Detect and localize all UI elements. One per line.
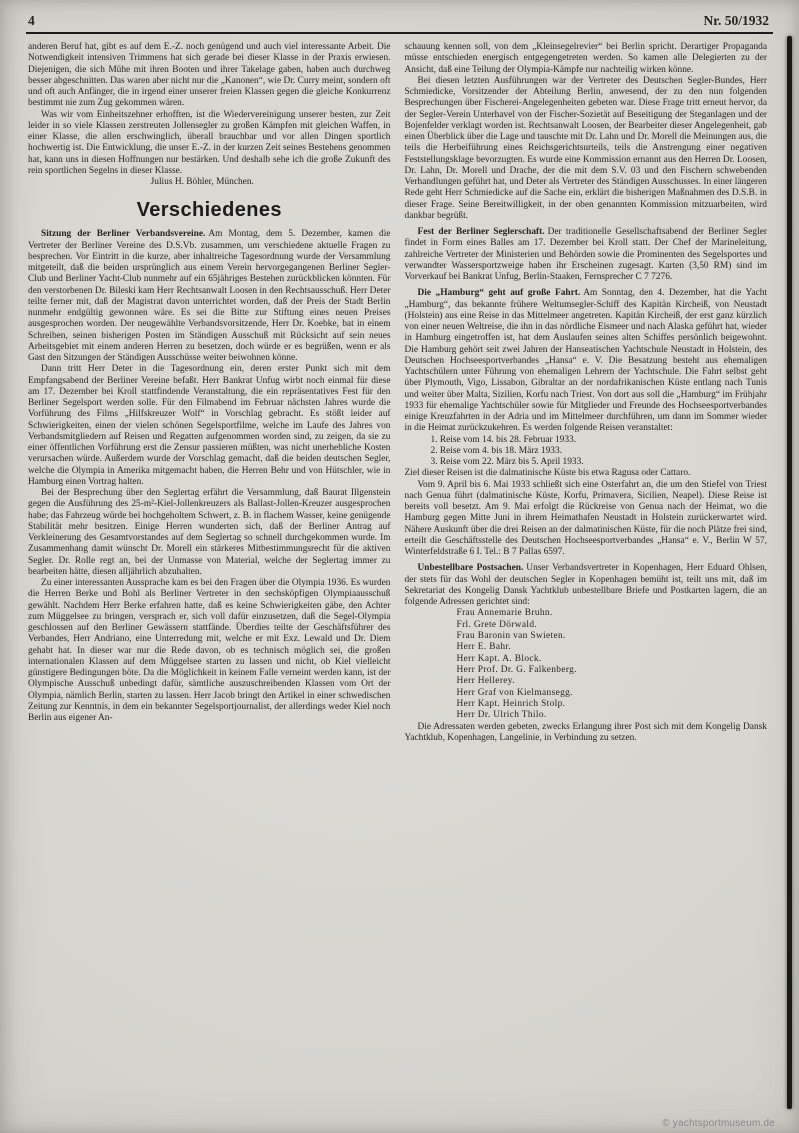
address-list-item: Frau Baronin van Swieten.	[456, 630, 566, 641]
section-heading-verschiedenes: Verschiedenes	[136, 199, 282, 222]
address-list-item: Herr Dr. Ulrich Thilo.	[456, 710, 547, 721]
text-columns	[0, 34, 799, 744]
paragraph: Die Adressaten werden gebeten, zwecks Erlangung ihrer Post sich mit dem Kongelig Dansk Yachtklub, Kopenhagen, Langelinie, in Verbindung zu setzen.	[404, 721, 767, 743]
paragraph: Bei der Besprechung über den Seglertag erfährt die Versammlung, daß Baurat Illgenstein gegen die Ausführung des 25-m²-Kiel-Jollenkreuzers als Ballast-Jollen-Kreuzer ausgesprochen habe; das Fahrzeug würde bei hochgeholtem Schwert, z. B. in flachem Wasser, keine genügende Stabilität mehr besitzen. Einige Herren wunderten sich, daß der Berliner Antrag auf Verkleinerung des Gesamtvorstandes auf dem Seglertag so schnell durchgekommen wurde. Im Zusammenhang damit wünscht Dr. Morell ein stärkeres Mitbestimmungsrecht für die aktiven Segler. Dr. Rolle regt an, bei der Unmasse von Material, welche der Seglertag immer zu bearbeiten hätte, diesen alljährlich abzuhalten.	[28, 488, 391, 577]
issue-number: Nr. 50/1932	[703, 13, 769, 28]
watermark: © yachtsportmuseum.de	[662, 1118, 775, 1129]
section-text: Unser Verbandsvertreter in Kopenhagen, Herr Eduard Ohlsen, der stets für das Wohl der deutschen Segler in Kopenhagen bemüht ist, teilt uns mit, daß im Sekretariat des Kongelig Dansk Yachtklub unbestellbare Briefe und Postkarten lagern, die an folgende Adressen gerichtet sind:	[404, 563, 768, 607]
trip-list-item: 2. Reise vom 4. bis 18. März 1933.	[430, 445, 562, 456]
author-signature: Julius H. Böhler, München.	[150, 177, 254, 187]
trip-list-item: 3. Reise vom 22. März bis 5. April 1933.	[430, 457, 584, 467]
page-number: 4	[28, 13, 35, 28]
address-list-item: Herr Prof. Dr. G. Falkenberg.	[456, 664, 577, 675]
page-header	[0, 0, 799, 29]
right-column	[405, 42, 768, 744]
paragraph: Zu einer interessanten Aussprache kam es bei den Fragen über die Olympia 1936. Es wurden die Herren Berke und Bohl als Berliner Vertreter in den sechsköpfigen Olympiaausschuß gewählt. Nachdem Herr Berke erfahren hatte, daß es keine Schwierigkeiten gäbe, den Achter zum Müggelsee zu bringen, versprach er, sich voll dafür einzusetzen, daß die Segel-Olympia geschlossen auf den Berliner Gewässern stattfände. Überdies teilte der Geschäftsführer des Verbandes, Herr Andriano, eine Unterredung mit, welche er mit Exz. Lewald und Dr. Diem gehabt hat. In dieser war nur die Rede davon, ob es technisch möglich sei, die großen internationalen Klassen auf dem Müggelsee starten zu lassen und nicht, ob Kiel vielleicht günstigere Bedingungen böte. Da die Möglichkeit in keinem Falle verneint werden kann, ist der Olympische Ausschuß unbedingt dafür, sämtliche auszuschreibenden Klassen vom Ort der Olympia, nämlich Berlin, starten zu lassen. Herr Jacob bringt den Artikel in einer schwedischen Zeitung zur Kenntnis, in dem ein bekannter Segelsportjournalist, der allerdings weder Kiel noch Berlin aus eigener An-	[28, 578, 391, 723]
section-text: Am Montag, dem 5. Dezember, kamen die Vertreter der Berliner Vereine des D.S.Vb. zusammen, um verschiedene aktuelle Fragen zu besprechen. Vor Eintritt in die kurze, aber inhaltreiche Tagesordnung wurde der Versammlung mitgeteilt, daß die beiden ursprünglich aus einem Verein hervorgegangenen Berliner Segler-Club und Berliner Yacht-Club nunmehr auf ein 65jähriges Bestehen zurückblicken könnten. Für den verstorbenen Dr. Bileski kam Herr Rechtsanwalt Loosen in den Rechtsausschuß. Herr Deter teilte ferner mit, daß der Magistrat davon unterrichtet worden, daß der Preis der Stadt Berlin nunmehr endgültig gewonnen wäre. Es sei die Bitte zur Stiftung eines neuen Preises ausgesprochen worden. Der neugewählte Verbandsvorsitzende, Herr Dr. Koebke, bat in einem Schreiben, seinen bisherigen Posten im Ständigen Ausschuß mit Rücksicht auf sein neues Arbeitsgebiet mit einem anderen Herren zu besetzen, doch würde er es begrüßen, wenn er als Gast den Sitzungen der Ständigen Ausschüsse weiter beiwohnen könne.	[28, 229, 391, 363]
section-lead: Unbestellbare Postsachen.	[417, 563, 524, 574]
paragraph: Was wir vom Einheitszehner erhofften, ist die Wiedervereinigung unserer besten, zur Zeit leider in so viele Klassen zerstreuten Jollensegler zu großen Kämpfen mit gleichen Waffen, in einer Klasse, die allen erschwinglich, überall brauchbar und vor allen Dingen sportlich hochwertig ist. Die Entwicklung, die unser E.-Z. in der kurzen Zeit seines Bestehens genommen hat, kann uns in diesen Hoffnungen nur bestärken. Und deshalb sehe ich die große Zukunft des rein sportlichen Segelns in dieser Klasse.	[28, 109, 391, 176]
address-list-item: Herr Graf von Kielmansegg.	[456, 687, 573, 698]
section-text: Am Sonntag, den 4. Dezember, hat die Yacht „Hamburg“, das bekannte frühere Weltumsegler-Schiff des Kapitän Kircheiß, von Neustadt (Holstein) aus eine Reise in das Mittelmeer angetreten. Kapitän Kircheiß, der erst ganz kürzlich von einer neuen Weltreise, die ihn in das nördliche Eismeer und nach Alaska geführt hat, wieder in Hamburg eingetroffen ist, hat dem Auslaufen seines alten Schiffes persönlich beigewohnt. Die Hamburg gehört seit zwei Jahren der Hanseatischen Yachtschule Neustadt in Holstein, des Deutschen Hochseesportverbandes „Hansa“ e. V. Die Besatzung besteht aus ehemaligen Yachtschülern unter Führung von ehemaligen Lehrern der Yachtschule. Die Fahrt selbst geht über Plymouth, Vigo, Lissabon, Gibraltar an der nordafrikanischen Küste entlang nach Tunis und weiter über Malta, Sizilien, Korfu nach Triest. Von dort aus soll die „Hamburg“ im Frühjahr 1933 für ehemalige Yachtschüler sowie für Mitglieder und Freunde des Hochseesportverbandes einige Kreuzfahrten in der Adria und im Mittelmeer durchführen, um dann im Sommer wieder in die Heimat zurückzukehren. Es werden folgende Reisen veranstaltet:	[404, 288, 767, 434]
section-text: Der traditionelle Gesellschaftsabend der Berliner Segler findet in Form eines Balles am 17. Dezember bei Kroll statt. Der Chef der Marineleitung, zahlreiche Vertreter der Ministerien und Behörden sowie die Prominenten des Segelsportes und verwandter Wassersportzweige haben ihr Erscheinen zugesagt. Karten (3,50 RM) sind im Vorverkauf bei Bankrat Unfug, Berlin-Staaken, Fernsprecher C 7 7276.	[404, 227, 767, 282]
section-postsachen	[405, 563, 768, 608]
paragraph: Bei diesen letzten Ausführungen war der Vertreter des Deutschen Segler-Bundes, Herr Schmiedicke, Vorsitzender der Abteilung Berlin, anwesend, der zu den nun folgenden Besprechungen über Fischerei-Angelegenheiten gebeten war. Diese Frage tritt erneut hervor, da der Segler-Verein Unterhavel von der Fischer-Sozietät auf Beseitigung der Steganlagen und der Bojenfelder verklagt worden ist. Rechtsanwalt Loosen, der Bearbeiter dieser Angelegenheit, gab einen Überblick über die Lage und tauschte mit Dr. Lahn und Dr. Morell die Meinungen aus, die teils die Herbeiführung eines Reichsgerichtsurteils, teils die Anstrengung einer negativen Feststellungsklage bevorzugten. Es wurde eine Kommission ernannt aus den Herren Dr. Loosen, Dr. Lahn, Dr. Morell und Drache, der die mit dem S.V. 03 und den Fischern schwebenden Verhandlungen geführt hat, und Deter als Vertreter des Ständigen Ausschusses. In einer längeren Rede geht Herr Schmiedicke auf die Sache ein, erklärt die bisherigen Maßnahmen des D.S.B. in dieser Frage. Seine Bereitwilligkeit, in der oben genannten Kommission mitzuarbeiten, wird dankbar begrüßt.	[404, 75, 767, 221]
paragraph-continuation: schauung kennen soll, von dem „Kleinsegelrevier“ bei Berlin spricht. Derartiger Propaganda müsse entschieden energisch entgegengetreten werden. So kamen alle Delegierten zu der Ansicht, daß eine Teilung der Olympia-Kämpfe nur nachteilig wirken könne.	[404, 42, 767, 75]
address-list-item: Herr Kapt. Heinrich Stolp.	[456, 699, 566, 709]
paragraph: Ziel dieser Reisen ist die dalmatinische Küste bis etwa Ragusa oder Cattaro.	[404, 468, 691, 479]
section-sitzung	[28, 229, 391, 364]
section-lead: Sitzung der Berliner Verbandsvereine.	[41, 229, 206, 240]
section-hamburg	[405, 288, 768, 434]
section-lead: Fest der Berliner Seglerschaft.	[417, 227, 545, 237]
paragraph: Vom 9. April bis 6. Mai 1933 schließt sich eine Osterfahrt an, die um den Stiefel von Triest nach Genua führt (dalmatinische Küste, Korfu, Primavera, Sicilien, Neapel). Diese Reise ist bereits voll besetzt. Am 9. Mai erfolgt die Rückreise von Genua nach der Heimat, wo die Hamburg gegen Mitte Juni in ihrem Heimathafen Neustadt in Holstein zurückerwartet wird. Nähere Auskunft über die drei Reisen an der dalmatinischen Küste, für die noch Plätze frei sind, erteilt die Geschäftsstelle des Deutschen Hochseesportverbandes „Hansa“ e. V., Berlin W 57, Winterfeldstraße 6 I. Tel.: B 7 Pallas 6597.	[404, 479, 767, 557]
section-fest	[405, 227, 768, 283]
paragraph: Dann tritt Herr Deter in die Tagesordnung ein, deren erster Punkt sich mit dem Empfangsabend der Berliner Vereine befaßt. Herr Bankrat Unfug wirbt noch einmal für diese am 17. Dezember bei Kroll stattfindende Veranstaltung, die ein repräsentatives Fest für den Berliner Segelsport werden solle. Für den Filmabend im Februar nächsten Jahres wurde die Vorführung des Films „Hilfskreuzer Wolf“ in Vorschlag gebracht. Es stößt leider auf Schwierigkeiten, einen der vielen schönen Segelsportfilme, welche im Laufe des Jahres von Verbandsmitgliedern auf Reisen und Regatten aufgenommen worden sind, zu zeigen, da sie zu einer öffentlichen Vorführung erst die Zensur passieren müßten, was nicht unerhebliche Kosten verursachen würde. Außerdem wurde der Vorschlag gemacht, daß die beiden deutschen Segler, welche die Olympia in Amerika mitgemacht haben, die Herren Behr und von Hütschler, wie in Hamburg einen Vortrag halten.	[28, 364, 391, 487]
trip-list-item: 1. Reise vom 14. bis 28. Februar 1933.	[430, 434, 577, 445]
paragraph-continuation: anderen Beruf hat, gibt es auf dem E.-Z. noch genügend und auch viel interessante Arbeit. Die Notwendigkeit intensiven Trimmens hat sich gerade bei dieser Klasse in der Praxis erwiesen. Diejenigen, die sich Mühe mit ihren Booten und ihrer Takelage gaben, haben auch durchweg besser abgeschnitten. Das waren aber nicht nur die „Kanonen“, wie Dr. Curry meint, sondern oft und oft auch Anfänger, die in irgend einer unserer freien Klassen gegen die gleiche Konkurrenz bestimmt nie zum Zug gekommen wären.	[28, 42, 391, 109]
address-list-item: Herr Kapt. A. Block.	[456, 653, 542, 664]
address-list-item: Herr Hellerey.	[456, 676, 515, 687]
scan-edge-artifact	[787, 36, 792, 1109]
address-list-item: Herr E. Bahr.	[456, 642, 512, 653]
section-lead: Die „Hamburg“ geht auf große Fahrt.	[417, 288, 581, 299]
address-list-item: Frl. Grete Dörwald.	[456, 619, 538, 630]
address-list-item: Frau Annemarie Bruhn.	[456, 608, 553, 619]
left-column	[28, 42, 391, 744]
